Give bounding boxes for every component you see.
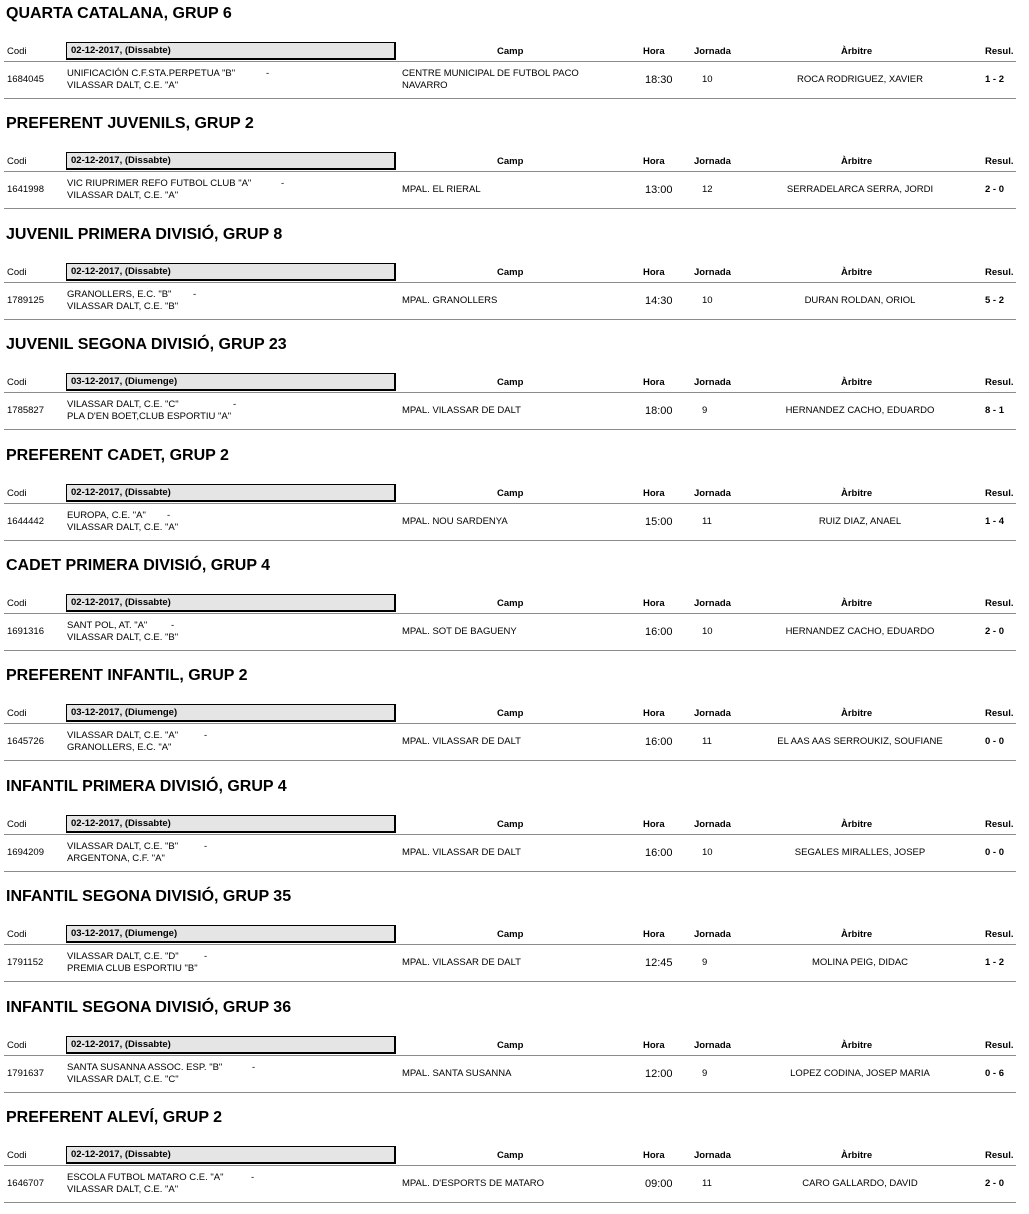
competition-title: INFANTIL SEGONA DIVISIÓ, GRUP 36 [6, 999, 292, 1016]
competition-title: JUVENIL PRIMERA DIVISIÓ, GRUP 8 [6, 226, 283, 243]
row-divider [4, 981, 1016, 982]
header-divider [4, 1055, 1016, 1056]
row-divider [4, 429, 1016, 430]
competition-section [0, 0, 1029, 110]
home-team: VILASSAR DALT, C.E. "A" [67, 730, 179, 741]
header-camp: Camp [497, 156, 524, 167]
header-codi: Codi [7, 708, 27, 719]
competition-section [0, 331, 1029, 441]
referee-name: SERRADELARCA SERRA, JORDI [786, 184, 934, 195]
header-jornada: Jornada [694, 488, 731, 499]
row-divider [4, 1092, 1016, 1093]
team-separator: - [204, 841, 208, 852]
header-jornada: Jornada [694, 377, 731, 388]
referee-name: ROCA RODRIGUEZ, XAVIER [797, 74, 923, 85]
competition-section [0, 994, 1029, 1104]
header-hora: Hora [643, 929, 665, 940]
header-divider [4, 944, 1016, 945]
header-resul: Resul. [985, 46, 1014, 57]
competition-section [0, 110, 1029, 220]
team-separator: - [171, 620, 175, 631]
match-result: 5 - 2 [985, 295, 1005, 306]
header-hora: Hora [643, 1150, 665, 1161]
competition-title: INFANTIL PRIMERA DIVISIÓ, GRUP 4 [6, 778, 287, 795]
header-jornada: Jornada [694, 929, 731, 940]
matchday: 10 [702, 74, 713, 85]
match-code: 1694209 [7, 847, 44, 858]
header-codi: Codi [7, 267, 27, 278]
header-hora: Hora [643, 1040, 665, 1051]
competition-title: PREFERENT JUVENILS, GRUP 2 [6, 115, 254, 132]
header-codi: Codi [7, 598, 27, 609]
away-team: PLA D'EN BOET,CLUB ESPORTIU "A" [67, 411, 232, 422]
header-camp: Camp [497, 488, 524, 499]
header-divider [4, 171, 1016, 172]
header-arbitre: Àrbitre [841, 929, 873, 940]
matchday: 9 [702, 957, 708, 968]
venue: MPAL. NOU SARDENYA [402, 516, 508, 527]
venue: MPAL. VILASSAR DE DALT [402, 736, 521, 747]
header-arbitre: Àrbitre [841, 598, 873, 609]
header-codi: Codi [7, 46, 27, 57]
row-divider [4, 650, 1016, 651]
match-result: 0 - 6 [985, 1068, 1005, 1079]
match-date: 02-12-2017, (Dissabte) [66, 484, 396, 502]
match-date: 02-12-2017, (Dissabte) [66, 152, 396, 170]
header-arbitre: Àrbitre [841, 708, 873, 719]
match-code: 1791637 [7, 1068, 44, 1079]
header-hora: Hora [643, 598, 665, 609]
match-code: 1646707 [7, 1178, 44, 1189]
match-result: 1 - 2 [985, 957, 1005, 968]
header-camp: Camp [497, 377, 524, 388]
match-result: 8 - 1 [985, 405, 1005, 416]
match-date: 03-12-2017, (Diumenge) [66, 704, 396, 722]
header-hora: Hora [643, 267, 665, 278]
header-camp: Camp [497, 929, 524, 940]
header-camp: Camp [497, 708, 524, 719]
competition-section [0, 662, 1029, 772]
match-code: 1644442 [7, 516, 44, 527]
team-separator: - [266, 68, 270, 79]
matchday: 9 [702, 1068, 708, 1079]
header-codi: Codi [7, 156, 27, 167]
kickoff-time: 18:30 [645, 74, 673, 86]
match-result: 2 - 0 [985, 626, 1005, 637]
header-arbitre: Àrbitre [841, 156, 873, 167]
header-arbitre: Àrbitre [841, 377, 873, 388]
header-arbitre: Àrbitre [841, 1040, 873, 1051]
header-resul: Resul. [985, 488, 1014, 499]
header-divider [4, 834, 1016, 835]
match-date: 02-12-2017, (Dissabte) [66, 42, 396, 60]
match-code: 1789125 [7, 295, 44, 306]
header-divider [4, 392, 1016, 393]
header-codi: Codi [7, 819, 27, 830]
header-resul: Resul. [985, 267, 1014, 278]
away-team: GRANOLLERS, E.C. "A" [67, 742, 172, 753]
match-code: 1785827 [7, 405, 44, 416]
row-divider [4, 871, 1016, 872]
venue: MPAL. GRANOLLERS [402, 295, 498, 306]
match-code: 1791152 [7, 957, 44, 968]
header-resul: Resul. [985, 598, 1014, 609]
home-team: SANTA SUSANNA ASSOC. ESP. "B" [67, 1062, 223, 1073]
header-codi: Codi [7, 377, 27, 388]
competition-title: PREFERENT ALEVÍ, GRUP 2 [6, 1109, 223, 1126]
referee-name: HERNANDEZ CACHO, EDUARDO [785, 405, 935, 416]
header-divider [4, 613, 1016, 614]
match-date: 02-12-2017, (Dissabte) [66, 263, 396, 281]
header-hora: Hora [643, 819, 665, 830]
header-jornada: Jornada [694, 708, 731, 719]
header-arbitre: Àrbitre [841, 1150, 873, 1161]
competition-title: JUVENIL SEGONA DIVISIÓ, GRUP 23 [6, 336, 287, 353]
venue: CENTRE MUNICIPAL DE FUTBOL PACO [402, 68, 579, 79]
referee-name: LOPEZ CODINA, JOSEP MARIA [790, 1068, 930, 1079]
header-divider [4, 61, 1016, 62]
row-divider [4, 760, 1016, 761]
venue: MPAL. VILASSAR DE DALT [402, 957, 521, 968]
home-team: VILASSAR DALT, C.E. "B" [67, 841, 179, 852]
match-code: 1645726 [7, 736, 44, 747]
header-divider [4, 282, 1016, 283]
away-team: VILASSAR DALT, C.E. "A" [67, 1184, 179, 1195]
team-separator: - [167, 510, 171, 521]
venue: MPAL. VILASSAR DE DALT [402, 405, 521, 416]
kickoff-time: 09:00 [645, 1178, 673, 1190]
matchday: 12 [702, 184, 713, 195]
header-camp: Camp [497, 1040, 524, 1051]
header-jornada: Jornada [694, 46, 731, 57]
referee-name: HERNANDEZ CACHO, EDUARDO [785, 626, 935, 637]
away-team: VILASSAR DALT, C.E. "B" [67, 301, 179, 312]
header-divider [4, 1165, 1016, 1166]
home-team: VIC RIUPRIMER REFO FUTBOL CLUB "A" [67, 178, 252, 189]
header-arbitre: Àrbitre [841, 488, 873, 499]
header-camp: Camp [497, 267, 524, 278]
match-code: 1691316 [7, 626, 44, 637]
venue: MPAL. SANTA SUSANNA [402, 1068, 512, 1079]
match-result: 0 - 0 [985, 736, 1005, 747]
home-team: VILASSAR DALT, C.E. "D" [67, 951, 179, 962]
referee-name: SEGALES MIRALLES, JOSEP [794, 847, 926, 858]
row-divider [4, 1202, 1016, 1203]
matchday: 10 [702, 626, 713, 637]
header-jornada: Jornada [694, 1040, 731, 1051]
header-camp: Camp [497, 819, 524, 830]
header-codi: Codi [7, 1040, 27, 1051]
header-resul: Resul. [985, 156, 1014, 167]
header-camp: Camp [497, 598, 524, 609]
match-date: 02-12-2017, (Dissabte) [66, 594, 396, 612]
header-arbitre: Àrbitre [841, 267, 873, 278]
kickoff-time: 16:00 [645, 847, 673, 859]
match-date: 03-12-2017, (Diumenge) [66, 373, 396, 391]
home-team: ESCOLA FUTBOL MATARO C.E. "A" [67, 1172, 224, 1183]
match-date: 03-12-2017, (Diumenge) [66, 925, 396, 943]
kickoff-time: 16:00 [645, 626, 673, 638]
away-team: VILASSAR DALT, C.E. "A" [67, 522, 179, 533]
matchday: 11 [702, 516, 712, 527]
row-divider [4, 208, 1016, 209]
team-separator: - [204, 951, 208, 962]
header-resul: Resul. [985, 929, 1014, 940]
kickoff-time: 18:00 [645, 405, 673, 417]
row-divider [4, 540, 1016, 541]
header-camp: Camp [497, 46, 524, 57]
kickoff-time: 12:00 [645, 1068, 673, 1080]
match-date: 02-12-2017, (Dissabte) [66, 1146, 396, 1164]
header-hora: Hora [643, 377, 665, 388]
team-separator: - [251, 1172, 255, 1183]
header-hora: Hora [643, 156, 665, 167]
header-divider [4, 503, 1016, 504]
match-date: 02-12-2017, (Dissabte) [66, 1036, 396, 1054]
referee-name: RUIZ DIAZ, ANAEL [818, 516, 902, 527]
header-resul: Resul. [985, 708, 1014, 719]
header-camp: Camp [497, 1150, 524, 1161]
header-divider [4, 723, 1016, 724]
home-team: UNIFICACIÓN C.F.STA.PERPETUA "B" [67, 68, 236, 79]
row-divider [4, 98, 1016, 99]
header-codi: Codi [7, 488, 27, 499]
header-jornada: Jornada [694, 1150, 731, 1161]
header-resul: Resul. [985, 377, 1014, 388]
home-team: EUROPA, C.E. "A" [67, 510, 146, 521]
referee-name: EL AAS AAS SERROUKIZ, SOUFIANE [777, 736, 943, 747]
competition-title: PREFERENT CADET, GRUP 2 [6, 447, 229, 464]
competition-title: CADET PRIMERA DIVISIÓ, GRUP 4 [6, 557, 271, 574]
away-team: ARGENTONA, C.F. "A" [67, 853, 165, 864]
referee-name: DURAN ROLDAN, ORIOL [804, 295, 916, 306]
matchday: 10 [702, 847, 713, 858]
competition-title: PREFERENT INFANTIL, GRUP 2 [6, 667, 248, 684]
away-team: VILASSAR DALT, C.E. "A" [67, 190, 179, 201]
away-team: PREMIA CLUB ESPORTIU "B" [67, 963, 198, 974]
match-result: 1 - 2 [985, 74, 1005, 85]
header-jornada: Jornada [694, 598, 731, 609]
row-divider [4, 319, 1016, 320]
home-team: VILASSAR DALT, C.E. "C" [67, 399, 179, 410]
away-team: VILASSAR DALT, C.E. "C" [67, 1074, 179, 1085]
home-team: SANT POL, AT. "A" [67, 620, 148, 631]
header-arbitre: Àrbitre [841, 819, 873, 830]
match-code: 1641998 [7, 184, 44, 195]
match-result: 2 - 0 [985, 1178, 1005, 1189]
match-date: 02-12-2017, (Dissabte) [66, 815, 396, 833]
match-result: 0 - 0 [985, 847, 1005, 858]
header-hora: Hora [643, 488, 665, 499]
away-team: VILASSAR DALT, C.E. "B" [67, 632, 179, 643]
venue: MPAL. VILASSAR DE DALT [402, 847, 521, 858]
matchday: 9 [702, 405, 708, 416]
header-codi: Codi [7, 1150, 27, 1161]
venue: MPAL. EL RIERAL [402, 184, 481, 195]
team-separator: - [252, 1062, 256, 1073]
header-jornada: Jornada [694, 267, 731, 278]
matchday: 10 [702, 295, 713, 306]
kickoff-time: 15:00 [645, 516, 673, 528]
venue: MPAL. SOT DE BAGUENY [402, 626, 517, 637]
away-team: VILASSAR DALT, C.E. "A" [67, 80, 179, 91]
match-result: 1 - 4 [985, 516, 1005, 527]
home-team: GRANOLLERS, E.C. "B" [67, 289, 172, 300]
kickoff-time: 13:00 [645, 184, 673, 196]
competition-section [0, 1104, 1029, 1214]
kickoff-time: 12:45 [645, 957, 673, 969]
header-resul: Resul. [985, 819, 1014, 830]
team-separator: - [193, 289, 197, 300]
kickoff-time: 14:30 [645, 295, 673, 307]
header-jornada: Jornada [694, 819, 731, 830]
team-separator: - [233, 399, 237, 410]
matchday: 11 [702, 736, 712, 747]
team-separator: - [204, 730, 208, 741]
header-resul: Resul. [985, 1040, 1014, 1051]
header-resul: Resul. [985, 1150, 1014, 1161]
match-result: 2 - 0 [985, 184, 1005, 195]
competition-title: INFANTIL SEGONA DIVISIÓ, GRUP 35 [6, 888, 292, 905]
match-code: 1684045 [7, 74, 44, 85]
header-jornada: Jornada [694, 156, 731, 167]
header-codi: Codi [7, 929, 27, 940]
referee-name: CARO GALLARDO, DAVID [802, 1178, 918, 1189]
venue-line-2: NAVARRO [402, 80, 448, 91]
header-hora: Hora [643, 46, 665, 57]
header-arbitre: Àrbitre [841, 46, 873, 57]
kickoff-time: 16:00 [645, 736, 673, 748]
competition-section [0, 221, 1029, 331]
competition-section [0, 883, 1029, 993]
venue: MPAL. D'ESPORTS DE MATARO [402, 1178, 545, 1189]
header-hora: Hora [643, 708, 665, 719]
team-separator: - [281, 178, 285, 189]
referee-name: MOLINA PEIG, DIDAC [811, 957, 909, 968]
competition-section [0, 442, 1029, 552]
matchday: 11 [702, 1178, 712, 1189]
competition-section [0, 552, 1029, 662]
competition-title: QUARTA CATALANA, GRUP 6 [6, 5, 232, 22]
competition-section [0, 773, 1029, 883]
